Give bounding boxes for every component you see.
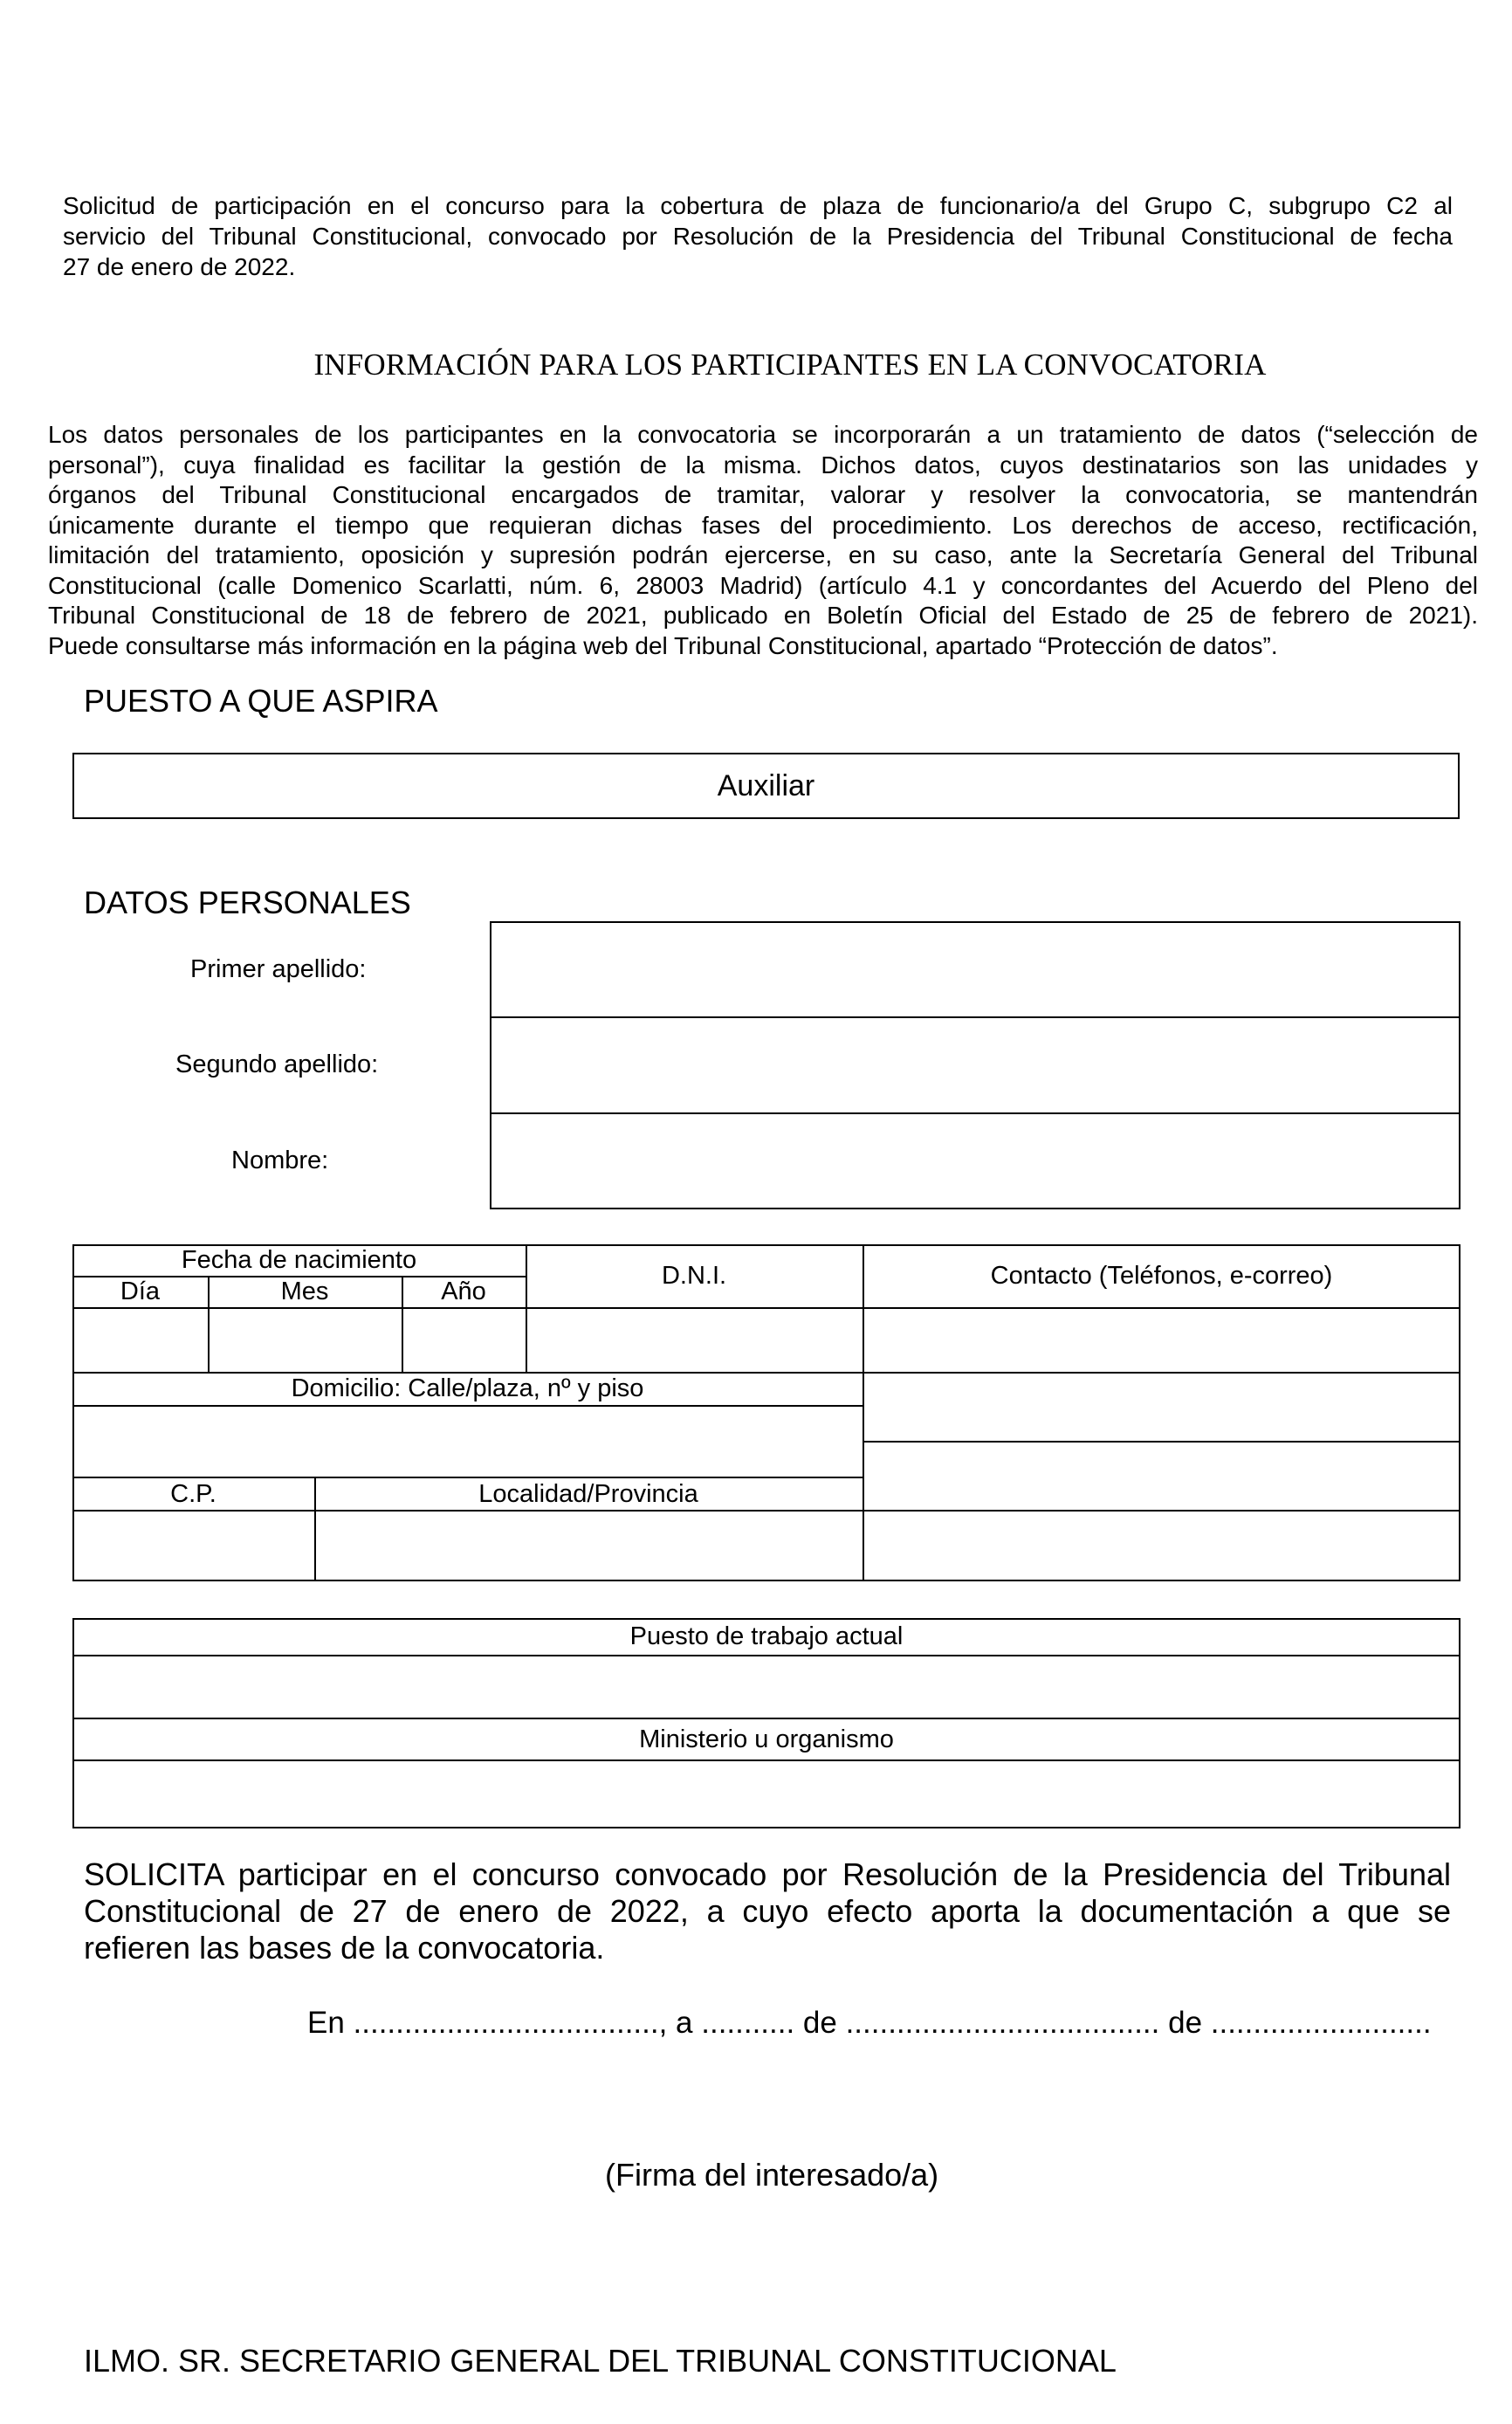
domicilio-field[interactable] (74, 1407, 863, 1477)
puesto-box (72, 753, 1460, 819)
localidad-header: Localidad/Provincia (478, 1480, 698, 1508)
segundo-apellido-field[interactable] (491, 1018, 1459, 1112)
dia-header: Día (120, 1277, 161, 1305)
signature-label: (Firma del interesado/a) (605, 2157, 939, 2193)
contacto-field-4[interactable] (864, 1512, 1459, 1580)
info-line: personal”), cuya finalidad es facilitar la gestión de la misma. Dichos datos, cuyos destinatarios son las unidades y (48, 451, 1478, 479)
contacto-field-1[interactable] (864, 1309, 1459, 1372)
work-table (72, 1618, 1460, 1828)
primer-apellido-label: Primer apellido: (190, 955, 367, 983)
dia-field[interactable] (74, 1309, 208, 1372)
info-line: limitación del tratamiento, oposición y supresión podrán ejercerse, en su caso, ante la Secretaría General del Tribunal (48, 541, 1478, 568)
divider (72, 1477, 863, 1478)
segundo-apellido-label: Segundo apellido: (175, 1050, 379, 1078)
nombre-label: Nombre: (231, 1147, 329, 1174)
intro-line: servicio del Tribunal Constitucional, convocado por Resolución de la Presidencia del Tribunal Constitucional de fecha (63, 223, 1453, 250)
table-border (1459, 1244, 1460, 1581)
info-line: Tribunal Constitucional de 18 de febrero de 2021, publicado en Boletín Oficial del Estado de 25 de febrero de 2021). (48, 602, 1478, 629)
puesto-actual-field[interactable] (74, 1656, 1459, 1718)
dni-field[interactable] (527, 1309, 863, 1372)
fecha-nacimiento-header: Fecha de nacimiento (181, 1246, 417, 1274)
info-heading: INFORMACIÓN PARA LOS PARTICIPANTES EN LA CONVOCATORIA (313, 348, 1267, 382)
ministerio-field[interactable] (74, 1761, 1459, 1827)
intro-paragraph (63, 190, 1453, 282)
place-date-line[interactable]: En ...................................., a ........... de ..................................... de .......................... (307, 2006, 1432, 2040)
info-paragraph (48, 420, 1478, 661)
mes-header: Mes (280, 1277, 329, 1305)
primer-apellido-field[interactable] (491, 923, 1459, 1016)
puesto-actual-header: Puesto de trabajo actual (629, 1622, 904, 1650)
solicita-line: SOLICITA participar en el concurso convocado por Resolución de la Presidencia del Tribunal (84, 1856, 1451, 1892)
anio-header: Año (441, 1277, 486, 1305)
info-line: Los datos personales de los participantes en la convocatoria se incorporarán a un tratamiento de datos (“selección de (48, 421, 1478, 448)
solicita-line: refieren las bases de la convocatoria. (84, 1930, 605, 1966)
localidad-field[interactable] (316, 1512, 863, 1580)
datos-personales-label: DATOS PERSONALES (84, 885, 411, 920)
solicita-line: Constitucional de 27 de enero de 2022, a cuyo efecto aporta la documentación a que se (84, 1893, 1451, 1929)
contacto-field-3[interactable] (864, 1443, 1459, 1510)
info-line: Puede consultarse más información en la página web del Tribunal Constitucional, apartado “Protección de datos”. (48, 631, 1278, 659)
nombre-field[interactable] (491, 1114, 1459, 1208)
dni-header: D.N.I. (661, 1262, 727, 1290)
puesto-label: PUESTO A QUE ASPIRA (84, 683, 438, 719)
domicilio-header: Domicilio: Calle/plaza, nº y piso (291, 1374, 644, 1402)
info-line: únicamente durante el tiempo que requieran dichas fases del procedimiento. Los derechos de acceso, rectificación, (48, 511, 1478, 539)
intro-line: 27 de enero de 2022. (63, 253, 296, 280)
anio-field[interactable] (403, 1309, 526, 1372)
mes-field[interactable] (210, 1309, 402, 1372)
info-line: Constitucional (calle Domenico Scarlatti, núm. 6, 28003 Madrid) (artículo 4.1 y concordantes del Acuerdo del Pleno del (48, 571, 1478, 599)
ministerio-header: Ministerio u organismo (639, 1725, 894, 1753)
cp-field[interactable] (74, 1512, 314, 1580)
divider (74, 1718, 1459, 1719)
cp-header: C.P. (170, 1480, 216, 1508)
intro-line: Solicitud de participación en el concurso para la cobertura de plaza de funcionario/a del Grupo C, subgrupo C2 al (63, 192, 1453, 219)
personal-data-table (72, 1244, 1460, 1581)
puesto-value: Auxiliar (717, 769, 815, 802)
contacto-header: Contacto (Teléfonos, e-correo) (990, 1262, 1333, 1290)
info-line: órganos del Tribunal Constitucional encargados de tramitar, valorar y resolver la convocatoria, se mantendrán (48, 481, 1478, 508)
table-border (72, 1580, 1460, 1581)
solicita-paragraph (84, 1856, 1451, 1966)
contacto-field-2[interactable] (864, 1374, 1459, 1441)
addressee: ILMO. SR. SECRETARIO GENERAL DEL TRIBUNAL CONSTITUCIONAL (84, 2343, 1117, 2379)
